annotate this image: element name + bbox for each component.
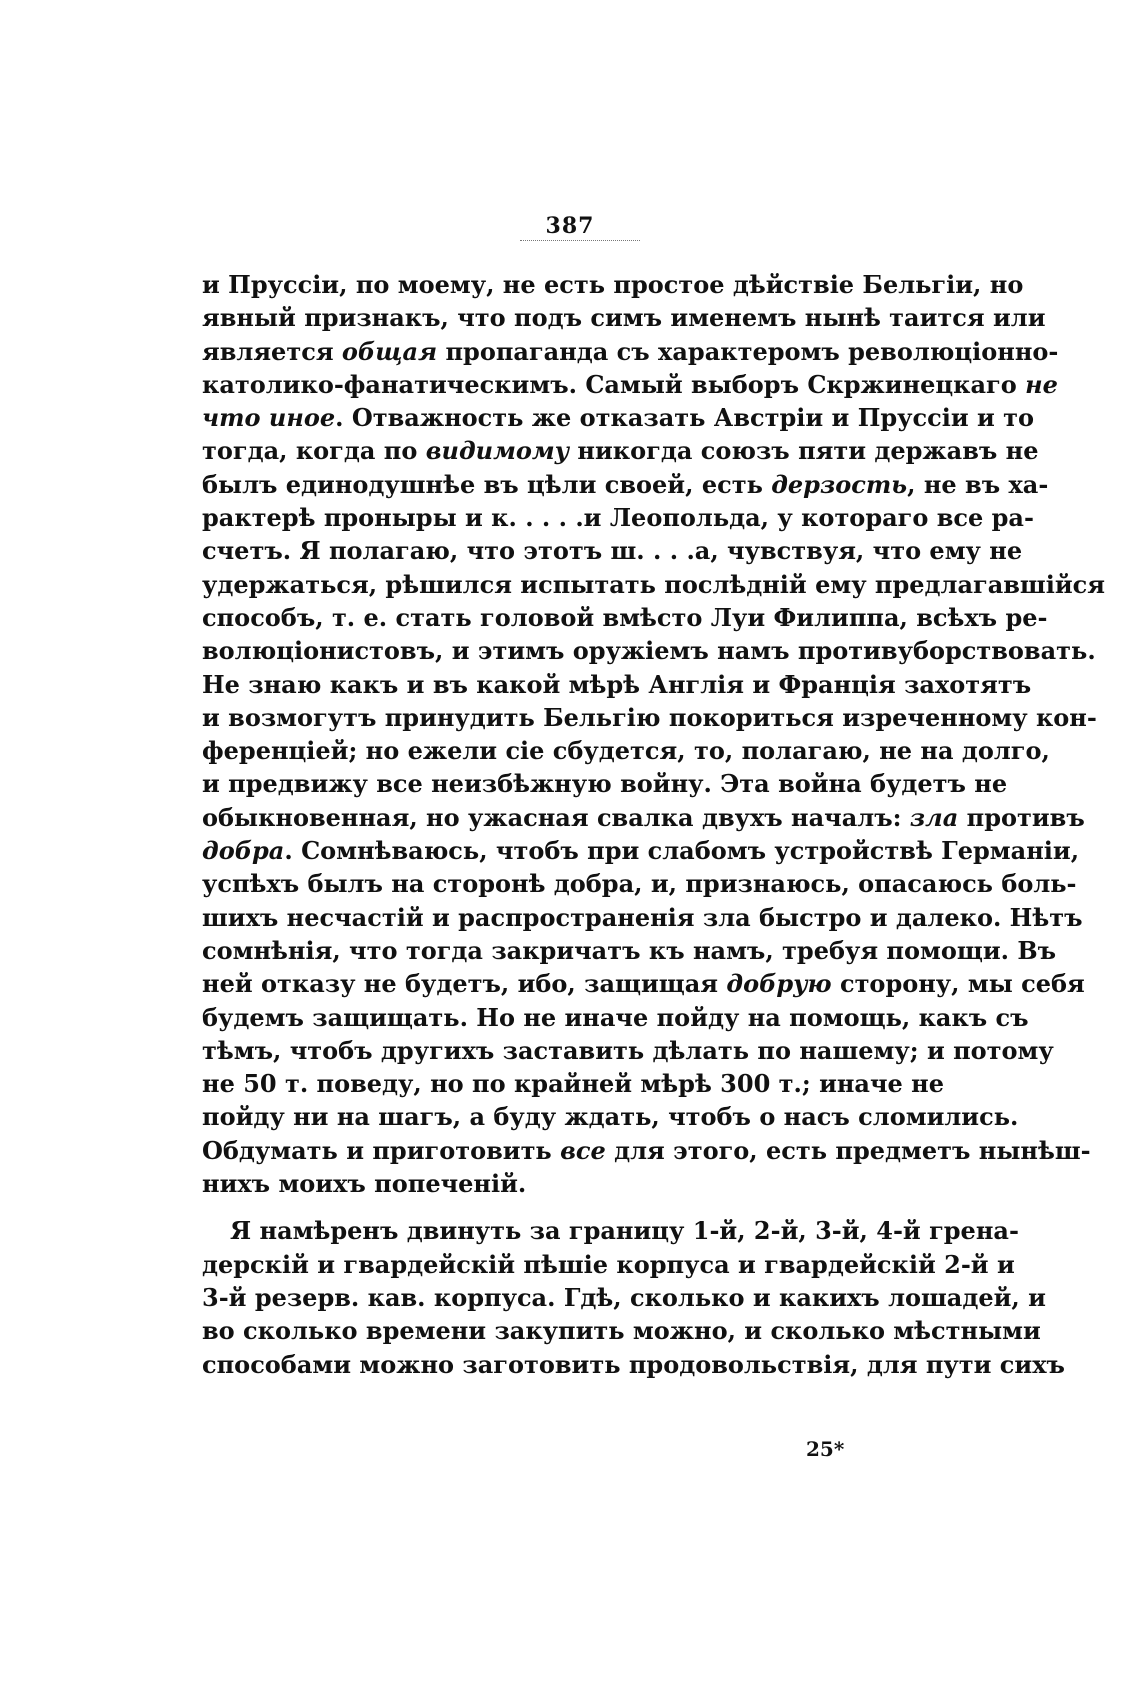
- text-line: успѣхъ былъ на сторонѣ добра, и, признаюсь, опасаюсь боль-: [202, 869, 1077, 899]
- text-line: ференціей; но ежели сіе сбудется, то, полагаю, не на долго,: [202, 736, 1050, 766]
- text-line: ней отказу не будетъ, ибо, защищая добрую сторону, мы себя: [202, 969, 1085, 999]
- text-line: явный признакъ, что подъ симъ именемъ нынѣ таится или: [202, 303, 1046, 333]
- text-line: Я намѣренъ двинуть за границу 1-й, 2-й, 3-й, 4-й грена-: [230, 1216, 1019, 1246]
- text-line: Не знаю какъ и въ какой мѣрѣ Англія и Франція захотятъ: [202, 669, 1032, 699]
- text-line: шихъ несчастій и распространенія зла быстро и далеко. Нѣтъ: [202, 902, 1083, 932]
- text-line: будемъ защищать. Но не иначе пойду на помощь, какъ съ: [202, 1002, 1029, 1032]
- text-line: счетъ. Я полагаю, что этотъ ш. . . .а, чувствуя, что ему не: [202, 536, 1023, 566]
- text-line: не 50 т. поведу, но по крайней мѣрѣ 300 т.; иначе не: [202, 1069, 945, 1099]
- text-line: тѣмъ, чтобъ другихъ заставить дѣлать по нашему; и потому: [202, 1035, 1054, 1065]
- text-line: волюціонистовъ, и этимъ оружіемъ намъ противуборствовать.: [202, 636, 1096, 666]
- text-line: сомнѣнія, что тогда закричатъ къ намъ, требуя помощи. Въ: [202, 935, 1057, 965]
- body-text: [202, 268, 1105, 1381]
- text-line: обыкновенная, но ужасная свалка двухъ началъ: зла противъ: [202, 802, 1085, 832]
- text-line: во сколько времени закупить можно, и сколько мѣстными: [202, 1316, 1041, 1346]
- header-ornament: [520, 240, 640, 247]
- text-line: является общая пропаганда съ характеромъ революціонно-: [202, 336, 1059, 366]
- text-line: и Пруссіи, по моему, не есть простое дѣйствіе Бельгіи, но: [202, 270, 1024, 299]
- signature-mark: 25*: [806, 1437, 845, 1461]
- text-line: пойду ни на шагъ, а буду ждать, чтобъ о насъ сломились.: [202, 1102, 1019, 1132]
- text-line: и предвижу все неизбѣжную войну. Эта война будетъ не: [202, 769, 1008, 799]
- text-line: тогда, когда по видимому никогда союзъ пяти державъ не: [202, 436, 1039, 466]
- text-line: что иное. Отважность же отказать Австріи и Пруссіи и то: [202, 403, 1035, 433]
- text-line: католико-фанатическимъ. Самый выборъ Скржинецкаго не: [202, 369, 1058, 399]
- text-line: рактерѣ проныры и к. . . . .и Леопольда, у котораго все ра-: [202, 503, 1034, 533]
- text-line: способами можно заготовить продовольствія, для пути сихъ: [202, 1349, 1065, 1379]
- text-line: и возмогутъ принудить Бельгію покориться изреченному кон-: [202, 702, 1097, 732]
- text-line: способъ, т. е. стать головой вмѣсто Луи Филиппа, всѣхъ ре-: [202, 602, 1048, 632]
- text-line: 3-й резерв. кав. корпуса. Гдѣ, сколько и какихъ лошадей, и: [202, 1282, 1046, 1312]
- page-number: 387: [545, 213, 595, 239]
- text-line: былъ единодушнѣе въ цѣли своей, есть дерзость, не въ ха-: [202, 469, 1049, 499]
- text-line: нихъ моихъ попеченій.: [202, 1169, 527, 1199]
- text-line: добра. Сомнѣваюсь, чтобъ при слабомъ устройствѣ Германіи,: [202, 836, 1080, 866]
- text-line: Обдумать и приготовить все для этого, есть предметъ нынѣш-: [202, 1135, 1091, 1165]
- text-line: дерскій и гвардейскій пѣшіе корпуса и гвардейскій 2-й и: [202, 1249, 1015, 1279]
- text-line: удержаться, рѣшился испытать послѣдній ему предлагавшійся: [202, 569, 1105, 599]
- paragraph-gap: [202, 1200, 912, 1214]
